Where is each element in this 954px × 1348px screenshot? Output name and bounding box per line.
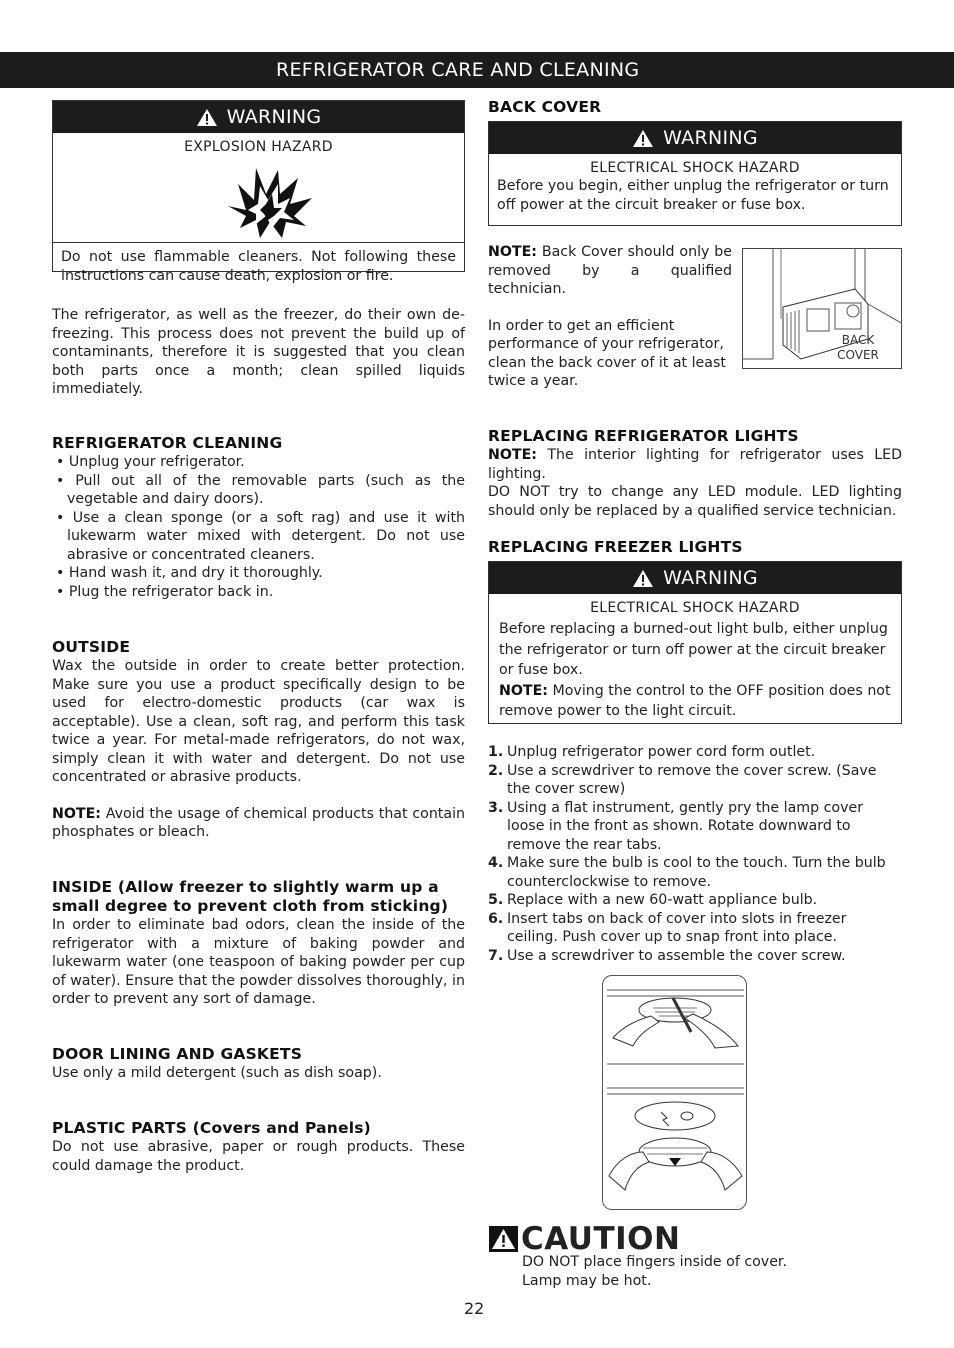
door-lining-text: Use only a mild detergent (such as dish soap). bbox=[52, 1065, 382, 1081]
back-cover-note bbox=[488, 243, 732, 299]
back-cover-caption bbox=[827, 333, 889, 363]
cleaning-list bbox=[52, 453, 465, 601]
warning-header bbox=[489, 122, 901, 154]
caution-label: CAUTION bbox=[521, 1221, 681, 1257]
back-cover-text-block bbox=[488, 243, 732, 391]
step-item bbox=[488, 743, 888, 762]
plastic-parts-section bbox=[52, 1119, 465, 1175]
section-heading: INSIDE (Allow freezer to slightly warm up a small degree to prevent cloth from sticking) bbox=[52, 878, 449, 915]
caution-triangle-icon bbox=[489, 1226, 518, 1252]
section-heading: REPLACING REFRIGERATOR LIGHTS bbox=[488, 427, 799, 445]
back-cover-image bbox=[742, 248, 902, 369]
warning-triangle-icon bbox=[196, 108, 218, 127]
section-heading: REFRIGERATOR CLEANING bbox=[52, 434, 283, 452]
page-number: 22 bbox=[464, 1299, 485, 1318]
caution-text bbox=[522, 1253, 882, 1290]
section-heading: PLASTIC PARTS (Covers and Panels) bbox=[52, 1119, 371, 1137]
lights-text: DO NOT try to change any LED module. LED lighting should only be replaced by a qualified service technician. bbox=[488, 484, 902, 519]
warning-triangle-icon bbox=[632, 569, 654, 588]
caption-line: BACK bbox=[841, 333, 875, 347]
warning-label: WARNING bbox=[663, 566, 758, 589]
note-text: The interior lighting for refrigerator uses LED lighting. bbox=[488, 447, 902, 482]
freezer-lights-section bbox=[488, 538, 902, 557]
step-number: 2. bbox=[488, 762, 504, 779]
step-item bbox=[488, 891, 888, 910]
outside-text: Wax the outside in order to create better protection. Make sure you use a product specifically design to be used for electro-domestic products (car wax is acceptable). Use a clean, soft rag, and perform this task twice a year. For metal-made refrigerators, do not wax, simply clean it with water and detergent. Do not use concentrated or abrasive products. bbox=[52, 658, 465, 785]
step-number: 4. bbox=[488, 855, 504, 871]
note-text: Back Cover should only be removed by a qualified technician. bbox=[488, 244, 732, 297]
step-item bbox=[488, 947, 888, 966]
warning-note bbox=[499, 681, 891, 722]
caution-heading bbox=[488, 1222, 788, 1256]
warning-text: Before you begin, either unplug the refrigerator or turn off power at the circuit breaker or fuse box. bbox=[497, 178, 889, 213]
step-item bbox=[488, 910, 888, 947]
warning-label: WARNING bbox=[663, 126, 758, 149]
back-cover-warning-box bbox=[488, 121, 902, 226]
warning-text-block bbox=[489, 617, 901, 724]
hazard-title: ELECTRICAL SHOCK HAZARD bbox=[590, 600, 800, 616]
door-lining-section bbox=[52, 1045, 465, 1083]
caption-line: COVER bbox=[837, 348, 879, 362]
section-heading: OUTSIDE bbox=[52, 638, 131, 656]
step-number: 1. bbox=[488, 744, 504, 760]
note-label: NOTE: bbox=[488, 447, 537, 463]
explosion-warning-box bbox=[52, 100, 465, 284]
warning-text: Before replacing a burned-out light bulb, either unplug the refrigerator or turn off power at the circuit breaker or fuse box. bbox=[499, 621, 888, 678]
step-number: 7. bbox=[488, 947, 504, 964]
lights-note bbox=[488, 446, 902, 483]
page-title: REFRIGERATOR CARE AND CLEANING bbox=[276, 59, 640, 81]
list-item: • Hand wash it, and dry it thoroughly. bbox=[56, 565, 323, 581]
outside-section bbox=[52, 638, 465, 842]
section-header-bar bbox=[0, 52, 954, 88]
caution-line: DO NOT place fingers inside of cover. bbox=[522, 1254, 787, 1270]
warning-triangle-icon bbox=[632, 129, 654, 148]
explosion-icon bbox=[224, 164, 316, 240]
note-text: Moving the control to the OFF position does not remove power to the light circuit. bbox=[499, 682, 891, 719]
explosion-icon-area bbox=[53, 156, 464, 242]
step-text: Make sure the bulb is cool to the touch. Turn the bulb counterclockwise to remove. bbox=[507, 855, 886, 890]
note-text: Avoid the usage of chemical products that contain phosphates or bleach. bbox=[52, 805, 465, 840]
step-number: 5. bbox=[488, 892, 504, 908]
warning-label: WARNING bbox=[226, 105, 322, 128]
lamp-cover-removal-illustration bbox=[603, 976, 747, 1210]
step-item bbox=[488, 762, 888, 799]
plastic-parts-text: Do not use abrasive, paper or rough products. These could damage the product. bbox=[52, 1139, 465, 1174]
steps-list bbox=[488, 743, 888, 965]
note-label: NOTE: bbox=[499, 682, 548, 699]
list-item: • Plug the refrigerator back in. bbox=[56, 583, 274, 600]
section-heading: BACK COVER bbox=[488, 98, 602, 116]
refrigerator-lights-section bbox=[488, 427, 902, 520]
warning-header bbox=[489, 562, 901, 594]
freezer-warning-box bbox=[488, 561, 902, 724]
step-number: 6. bbox=[488, 910, 504, 927]
step-text: Replace with a new 60-watt appliance bulb. bbox=[507, 892, 818, 908]
step-item bbox=[488, 799, 888, 855]
step-text: Insert tabs on back of cover into slots in freezer ceiling. Push cover up to snap front into place. bbox=[507, 910, 847, 945]
back-cover-text: In order to get an efficient performance of your refrigerator, clean the back cover of it at least twice a year. bbox=[488, 317, 726, 389]
inside-section bbox=[52, 878, 465, 1009]
step-text: Using a flat instrument, gently pry the lamp cover loose in the front as shown. Rotate downward to remove the rear tabs. bbox=[507, 799, 864, 853]
hazard-title: ELECTRICAL SHOCK HAZARD bbox=[590, 160, 800, 176]
step-number: 3. bbox=[488, 799, 504, 816]
step-item bbox=[488, 854, 888, 891]
outside-note bbox=[52, 805, 465, 842]
steps-section bbox=[488, 743, 888, 965]
section-heading: REPLACING FREEZER LIGHTS bbox=[488, 538, 743, 556]
caution-line: Lamp may be hot. bbox=[522, 1272, 652, 1289]
back-cover-section bbox=[488, 98, 902, 117]
note-label: NOTE: bbox=[52, 805, 101, 822]
step-text: Use a screwdriver to remove the cover screw. (Save the cover screw) bbox=[507, 762, 877, 797]
hazard-title: EXPLOSION HAZARD bbox=[184, 139, 333, 155]
step-text: Use a screwdriver to assemble the cover screw. bbox=[507, 947, 846, 964]
note-label: NOTE: bbox=[488, 244, 537, 260]
refrigerator-cleaning-section bbox=[52, 434, 465, 601]
list-item: • Unplug your refrigerator. bbox=[56, 454, 245, 470]
warning-header bbox=[53, 101, 464, 133]
lamp-cover-figure bbox=[602, 975, 747, 1210]
list-item: • Use a clean sponge (or a soft rag) and use it with lukewarm water mixed with detergent. Do not use abrasive or concentrated cleaners. bbox=[56, 509, 465, 563]
intro-paragraph: The refrigerator, as well as the freezer, do their own de-freezing. This process does not prevent the build up of contaminants, therefore it is suggested that you clean both parts once a month; clean spilled liquids immediately. bbox=[52, 307, 465, 397]
list-item: • Pull out all of the removable parts (such as the vegetable and dairy doors). bbox=[56, 472, 465, 507]
section-heading: DOOR LINING AND GASKETS bbox=[52, 1045, 303, 1063]
warning-text: Do not use flammable cleaners. Not following these instructions can cause death, explosion or fire. bbox=[61, 249, 456, 284]
inside-text: In order to eliminate bad odors, clean the inside of the refrigerator with a mixture of baking powder and lukewarm water (one teaspoon of baking powder per cup of water). Ensure that the powder dissolves thoroughly, in order to prevent any sort of damage. bbox=[52, 917, 465, 1007]
step-text: Unplug refrigerator power cord form outlet. bbox=[507, 744, 816, 760]
